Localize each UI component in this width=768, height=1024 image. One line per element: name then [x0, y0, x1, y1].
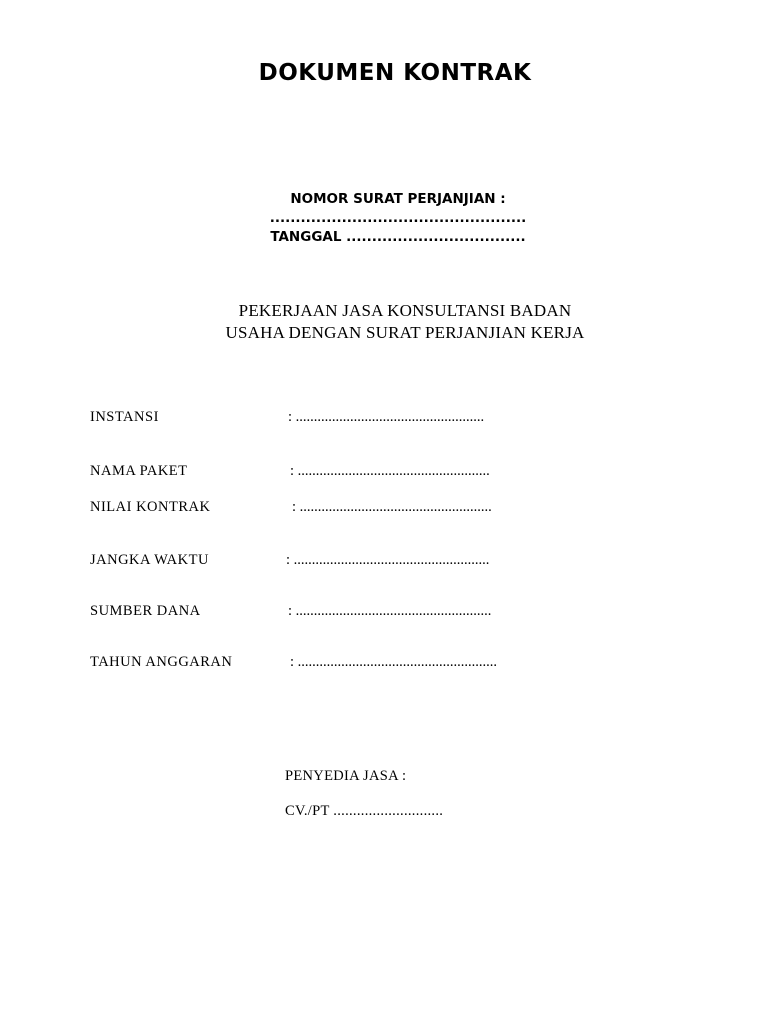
- field-row-nama-paket: [90, 463, 490, 480]
- field-label: JANGKA WAKTU: [90, 552, 209, 568]
- field-label: TAHUN ANGGARAN: [90, 654, 233, 670]
- job-title-line-2: USAHA DENGAN SURAT PERJANJIAN KERJA: [225, 323, 585, 342]
- job-title: [0, 300, 768, 344]
- field-row-nilai-kontrak: [90, 499, 492, 516]
- field-label: SUMBER DANA: [90, 603, 201, 619]
- agreement-number-value: ..................................................: [269, 210, 527, 226]
- field-label: INSTANSI: [90, 409, 159, 425]
- job-title-line-1: PEKERJAAN JASA KONSULTANSI BADAN: [238, 301, 572, 320]
- provider-label: PENYEDIA JASA :: [285, 768, 407, 784]
- field-label: NILAI KONTRAK: [90, 499, 211, 515]
- agreement-date: TANGGAL ...................................: [270, 229, 526, 245]
- field-row-instansi: [90, 409, 484, 426]
- field-value: : .....................................................: [290, 463, 490, 479]
- provider-company: CV./PT ............................: [285, 803, 444, 819]
- field-value: : .......................................................: [290, 654, 498, 670]
- field-label: NAMA PAKET: [90, 463, 188, 479]
- field-value: : ....................................................: [288, 409, 485, 425]
- field-value: : .....................................................: [292, 499, 492, 515]
- agreement-number-label: NOMOR SURAT PERJANJIAN :: [290, 191, 506, 207]
- field-value: : ......................................................: [288, 603, 492, 619]
- field-row-jangka-waktu: [90, 552, 489, 569]
- document-title: DOKUMEN KONTRAK: [258, 60, 532, 86]
- field-row-tahun-anggaran: [90, 654, 497, 671]
- field-value: : ......................................................: [286, 552, 490, 568]
- agreement-number-block: [0, 190, 768, 247]
- field-row-sumber-dana: [90, 603, 491, 620]
